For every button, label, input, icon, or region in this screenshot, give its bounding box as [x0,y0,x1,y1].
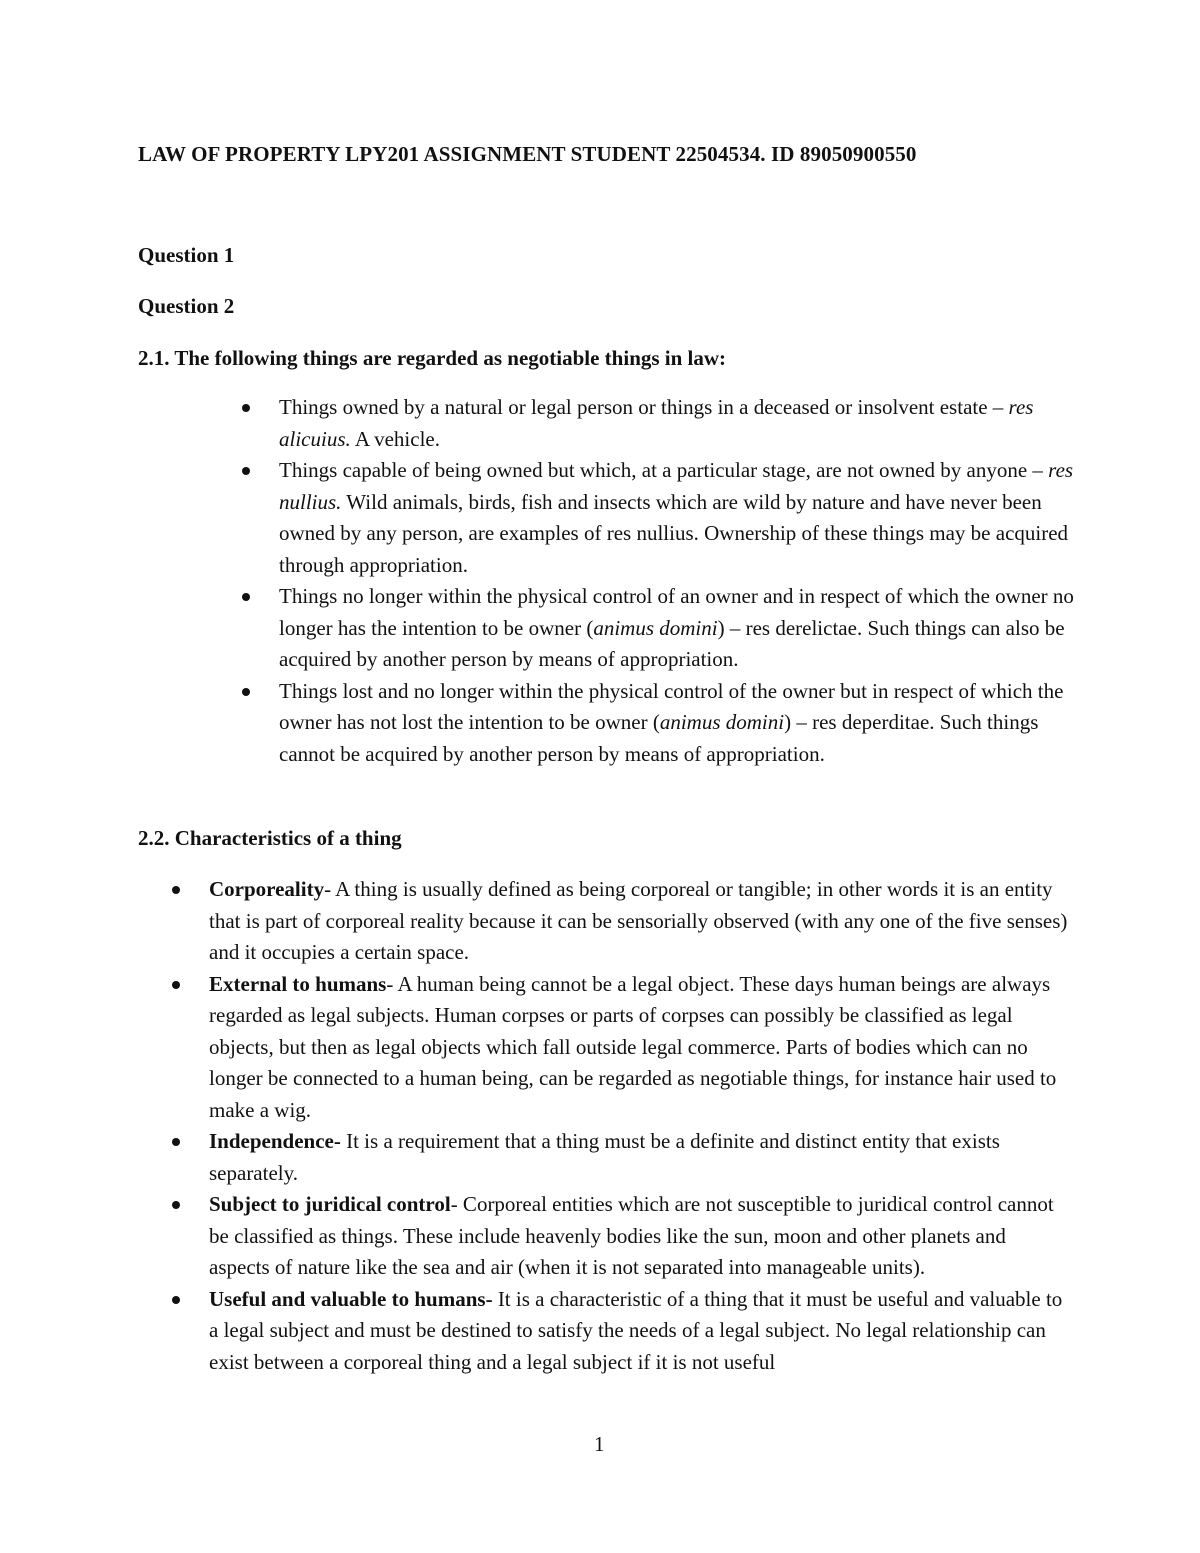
item-text: A vehicle. [350,426,440,451]
page-number: 1 [594,1432,605,1456]
bullet-icon [172,981,180,989]
document-title: LAW OF PROPERTY LPY201 ASSIGNMENT STUDENT 22504534. ID 89050900550 [138,142,917,166]
list-item [279,581,1079,676]
list-item [209,1284,1069,1379]
item-text: It is a characteristic of a thing that it must be useful and valuable to a legal subject and must be destined to satisfy the needs of a legal subject. No legal relationship can exist between a corporeal thing and a legal subject if it is not useful [209,1286,1063,1374]
item-latin-term: res nullius. [279,458,1074,514]
item-text: - A thing is usually defined as being corporeal or tangible; in other words it is an entity that is part of corporeal reality because it can be sensorially observed (with any one of the five senses) and it occupies a certain space. [209,877,1068,964]
item-term: Corporeality [209,877,325,901]
item-text: Things lost and no longer within the physical control of the owner but in respect of which the owner has not lost the intention to be owner ( [279,678,1064,734]
bullet-icon [172,1201,180,1209]
item-text: It is a requirement that a thing must be a definite and distinct entity that exists separately. [209,1129,1000,1185]
item-latin-term: res alicuius. [279,395,1034,451]
item-text: Things owned by a natural or legal person or things in a deceased or insolvent estate – [279,395,1009,419]
item-latin-term: animus domini [659,710,785,734]
item-text: ) – res deperditae. Such things cannot be acquired by another person by means of appropriation. [279,710,1039,766]
item-latin-term: animus domini [593,615,718,640]
item-text: Things capable of being owned but which, at a particular stage, are not owned by anyone – [279,458,1049,482]
list-item [279,392,1079,455]
item-term: Independence- [209,1129,341,1153]
characteristics-list [209,874,1069,1378]
item-text: ) – res derelictae. Such things can also be acquired by another person by means of appropriation. [279,615,1065,671]
bullet-icon [242,593,250,601]
list-item [209,1189,1069,1284]
bullet-icon [172,1138,180,1146]
item-text: - A human being cannot be a legal object. These days human beings are always regarded as legal subjects. Human corpses or parts of corpses can possibly be classified as legal objects, but then as legal objects which fall outside legal commerce. Parts of bodies which can no longer be connected to a human being, can be regarded as negotiable things, for instance hair used to make a wig. [209,971,1057,1122]
item-term: External to humans [209,971,387,996]
list-item [279,676,1079,771]
bullet-icon [172,886,180,894]
question-2-heading: Question 2 [138,294,235,318]
item-text: - Corporeal entities which are not susceptible to juridical control cannot be classified as things. These include heavenly bodies like the sun, moon and other planets and aspects of nature like the sea and air (when it is not separated into manageable units). [209,1192,1054,1279]
question-1-heading: Question 1 [138,243,235,267]
list-item [209,874,1069,969]
item-term: Useful and valuable to humans- [209,1286,493,1311]
section-2-2-heading: 2.2. Characteristics of a thing [138,826,402,850]
bullet-icon [242,404,250,412]
section-2-1-heading: 2.1. The following things are regarded as negotiable things in law: [138,346,727,370]
list-item [279,455,1079,581]
bullet-icon [242,467,250,475]
list-item [209,969,1069,1127]
bullet-icon [242,688,250,696]
list-item [209,1126,1069,1189]
item-text: Things no longer within the physical control of an owner and in respect of which the owner no longer has the intention to be owner ( [279,584,1074,640]
item-term: Subject to juridical control [209,1192,451,1216]
negotiable-things-list [279,392,1079,770]
item-text: Wild animals, birds, fish and insects which are wild by nature and have never been owned by any person, are examples of res nullius. Ownership of these things may be acquired through appropriation. [279,489,1069,577]
bullet-icon [172,1296,180,1304]
